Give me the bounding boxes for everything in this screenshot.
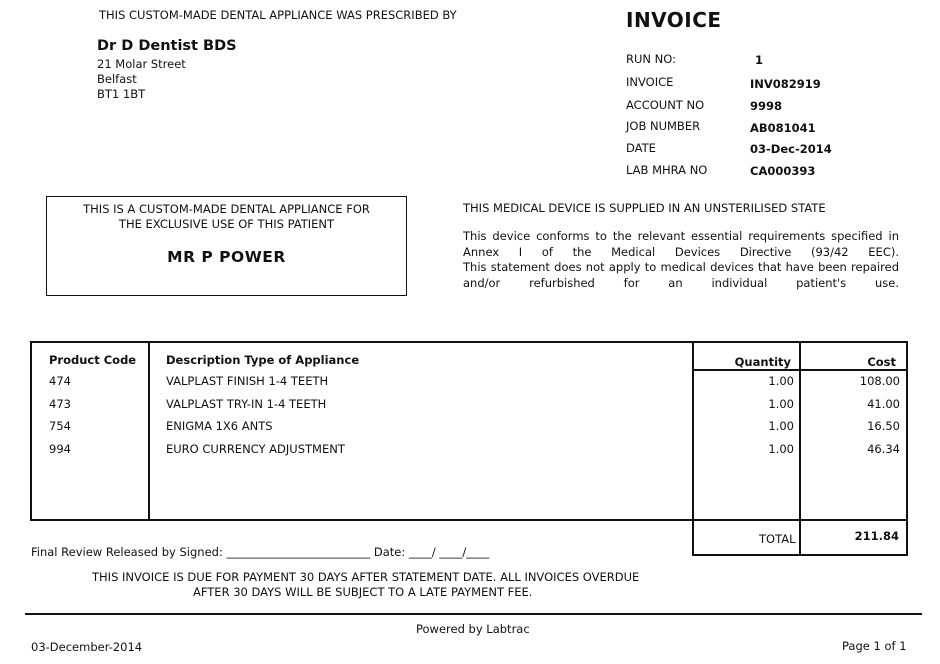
patient-name: MR P POWER [167, 248, 286, 266]
table-border-left [30, 341, 32, 521]
total-box-bottom [692, 554, 908, 556]
row-cost: 46.34 [867, 442, 900, 456]
job-number-value: AB081041 [750, 121, 816, 135]
column-divider [799, 341, 801, 521]
mhra-no-label: LAB MHRA NO [626, 163, 708, 177]
header-product-code: Product Code [49, 353, 137, 367]
total-label: TOTAL [759, 532, 796, 546]
patient-box [46, 196, 407, 296]
row-description: ENIGMA 1X6 ANTS [166, 419, 273, 433]
row-cost: 41.00 [867, 397, 900, 411]
header-quantity: Quantity [734, 355, 791, 369]
table-border-bottom [30, 519, 908, 521]
payment-terms: AFTER 30 DAYS WILL BE SUBJECT TO A LATE PAYMENT FEE. [193, 585, 533, 599]
row-code: 474 [49, 374, 71, 388]
account-no-value: 9998 [750, 99, 783, 113]
invoice-title: INVOICE [626, 8, 722, 32]
row-quantity: 1.00 [768, 397, 794, 411]
mhra-no-value: CA000393 [750, 164, 816, 178]
row-description: VALPLAST FINISH 1-4 TEETH [166, 374, 329, 388]
address-line: BT1 1BT [97, 87, 146, 101]
row-code: 473 [49, 397, 71, 411]
signoff-line: Final Review Released by Signed: _________________________ Date: ____/ ____/____ [31, 545, 490, 559]
sterile-notice: THIS MEDICAL DEVICE IS SUPPLIED IN AN UNSTERILISED STATE [463, 201, 826, 215]
date-value: 03-Dec-2014 [750, 142, 832, 156]
total-box-right [906, 519, 908, 556]
payment-terms: THIS INVOICE IS DUE FOR PAYMENT 30 DAYS AFTER STATEMENT DATE. ALL INVOICES OVERDUE [92, 570, 640, 584]
invoice-no-value: INV082919 [750, 77, 821, 91]
column-divider [148, 341, 150, 521]
footer-date: 03-December-2014 [31, 640, 143, 654]
row-cost: 108.00 [859, 374, 900, 388]
table-border-top [30, 341, 908, 343]
run-no-value: 1 [755, 53, 764, 67]
account-no-label: ACCOUNT NO [626, 98, 705, 112]
total-box-divider [799, 519, 801, 556]
row-description: EURO CURRENCY ADJUSTMENT [166, 442, 345, 456]
header-cost: Cost [867, 355, 896, 369]
run-no-label: RUN NO: [626, 52, 676, 66]
conformity-statement [463, 229, 899, 291]
header-description: Description Type of Appliance [166, 353, 360, 367]
patient-box-line: THE EXCLUSIVE USE OF THIS PATIENT [118, 217, 335, 231]
row-code: 754 [49, 419, 71, 433]
row-description: VALPLAST TRY-IN 1-4 TEETH [166, 397, 327, 411]
date-label: DATE [626, 141, 656, 155]
row-cost: 16.50 [867, 419, 900, 433]
table-border-right [906, 341, 908, 521]
invoice-no-label: INVOICE [626, 75, 674, 89]
header-rule [693, 369, 908, 371]
conformity-paragraph: This statement does not apply to medical devices that have been repaired and/or refurbished for an individual patient's use. [463, 260, 899, 290]
row-quantity: 1.00 [768, 374, 794, 388]
page-number: Page 1 of 1 [842, 639, 907, 653]
total-box-left [692, 519, 694, 556]
powered-by: Powered by Labtrac [416, 622, 530, 636]
footer-rule [25, 613, 922, 615]
prescribed-by-heading: THIS CUSTOM-MADE DENTAL APPLIANCE WAS PRESCRIBED BY [99, 8, 457, 22]
conformity-paragraph: This device conforms to the relevant essential requirements specified in Annex I of the Medical Devices Directive (93/42 EEC). [463, 229, 899, 259]
row-quantity: 1.00 [768, 419, 794, 433]
row-quantity: 1.00 [768, 442, 794, 456]
dentist-name: Dr D Dentist BDS [97, 38, 237, 54]
column-divider [692, 341, 694, 521]
address-line: 21 Molar Street [97, 57, 186, 71]
job-number-label: JOB NUMBER [626, 119, 701, 133]
total-value: 211.84 [854, 529, 899, 543]
address-line: Belfast [97, 72, 137, 86]
patient-box-line: THIS IS A CUSTOM-MADE DENTAL APPLIANCE FOR [83, 202, 370, 216]
row-code: 994 [49, 442, 71, 456]
line-items-table [30, 341, 908, 521]
